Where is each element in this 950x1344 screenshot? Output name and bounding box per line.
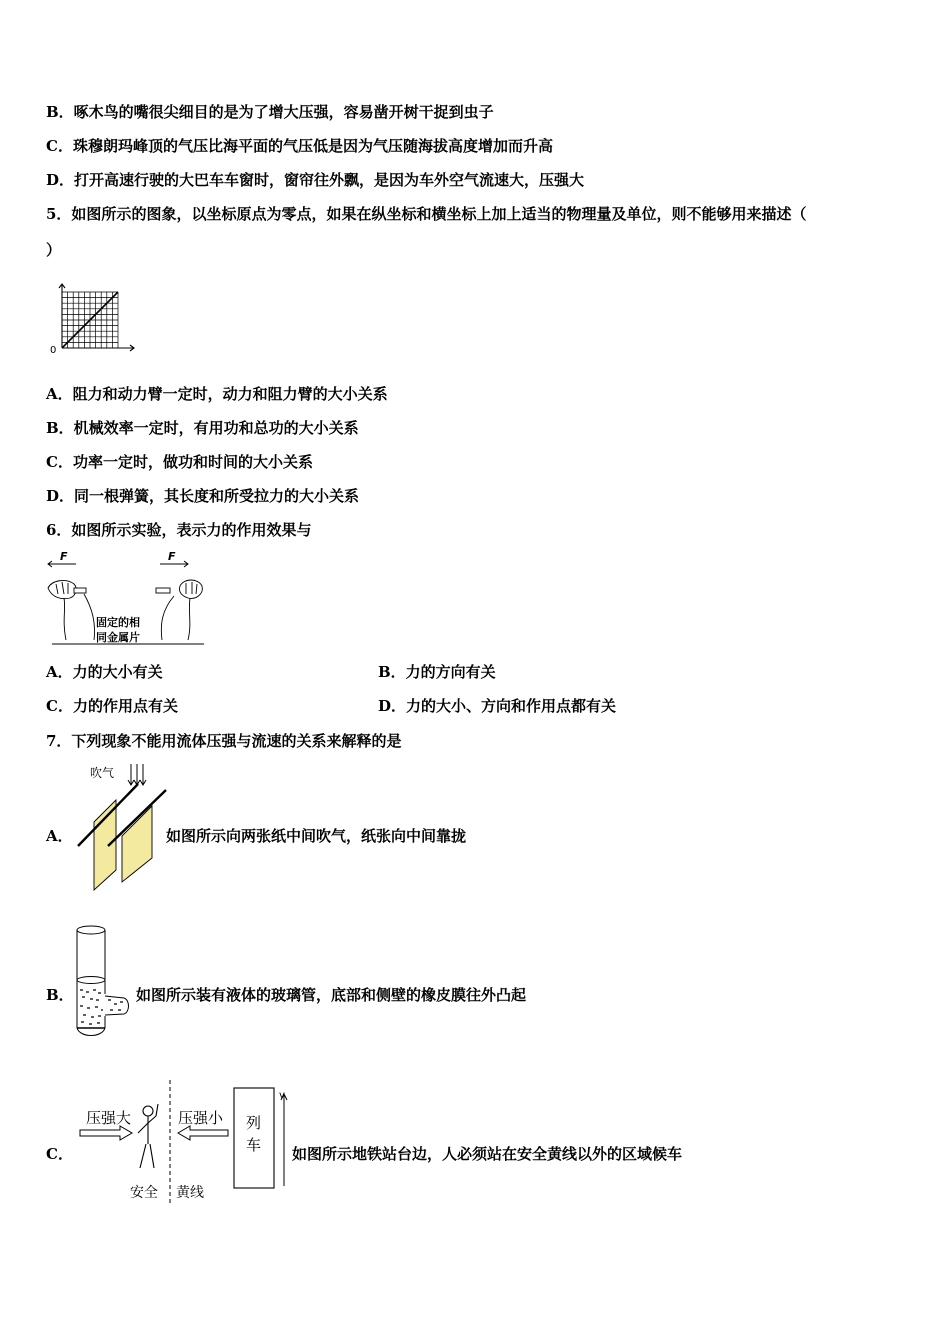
q7-option-a-label: A． <box>46 827 73 845</box>
q7-subway-platform-figure <box>76 1078 296 1208</box>
figure-label-line-2: 同金属片 <box>96 631 140 644</box>
yellow-line-label: 黄线 <box>176 1185 204 1201</box>
force-label-right: F <box>168 550 176 563</box>
q4-option-b: B．啄木鸟的嘴很尖细目的是为了增大压强，容易凿开树干捉到虫子 <box>46 103 494 121</box>
q7-option-b-label: B． <box>46 986 74 1004</box>
q4-option-c: C．珠穆朗玛峰顶的气压比海平面的气压低是因为气压随海拔高度增加而升高 <box>46 137 553 155</box>
q7-option-a-text: 如图所示向两张纸中间吹气，纸张向中间靠拢 <box>166 827 467 845</box>
q5-stem: 5．如图所示的图象，以坐标原点为零点，如果在纵坐标和横坐标上加上适当的物理量及单位，则不能够用来描述（ <box>46 205 807 223</box>
q7-blowing-paper-figure <box>72 760 172 892</box>
low-pressure-arrow <box>178 1126 228 1140</box>
velocity-arrow <box>281 1094 287 1186</box>
q5-option-d: D．同一根弹簧，其长度和所受拉力的大小关系 <box>46 487 360 505</box>
q7-stem: 7．下列现象不能用流体压强与流速的关系来解释的是 <box>46 732 402 750</box>
right-hand-icon <box>156 580 202 598</box>
side-membrane <box>105 996 129 1015</box>
high-pressure-arrow <box>80 1126 132 1140</box>
bottom-membrane <box>77 1028 105 1036</box>
safe-label: 安全 <box>130 1185 158 1201</box>
q5-option-b: B．机械效率一定时，有用功和总功的大小关系 <box>46 419 359 437</box>
q4-option-d: D．打开高速行驶的大巴车车窗时，窗帘往外飘，是因为车外空气流速大，压强大 <box>46 171 585 189</box>
q6-stem: 6．如图所示实验，表示力的作用效果与 <box>46 521 312 539</box>
q6-metal-strip-figure <box>44 548 209 653</box>
q5-linear-graph <box>46 282 141 357</box>
train-label-2: 车 <box>246 1136 262 1154</box>
graph-axes <box>59 284 134 351</box>
q7-option-c-text: 如图所示地铁站台边，人必须站在安全黄线以外的区域候车 <box>292 1145 683 1163</box>
force-label-left: F <box>60 550 68 563</box>
q5-stem-end: ） <box>46 241 62 259</box>
velocity-label: v <box>279 1090 285 1101</box>
q5-option-c: C．功率一定时，做功和时间的大小关系 <box>46 453 313 471</box>
graph-origin-label: 0 <box>50 345 57 356</box>
q7-liquid-tube-figure <box>68 920 134 1040</box>
q5-option-a: A．阻力和动力臂一定时，动力和阻力臂的大小关系 <box>46 385 388 403</box>
train-label-1: 列 <box>246 1114 262 1132</box>
liquid <box>78 986 104 1026</box>
q7-option-c-label: C． <box>46 1145 73 1163</box>
high-pressure-label: 压强大 <box>86 1109 132 1127</box>
paper-sheet-left <box>94 800 116 890</box>
blow-arrows <box>128 764 146 785</box>
q6-option-c: C．力的作用点有关 <box>46 697 178 715</box>
figure-label-line-1: 固定的相 <box>96 616 140 629</box>
q6-option-a: A．力的大小有关 <box>46 663 163 681</box>
left-hand-icon <box>48 581 86 599</box>
q7-option-b-text: 如图所示装有液体的玻璃管，底部和侧壁的橡皮膜往外凸起 <box>136 986 527 1004</box>
q6-option-b: B．力的方向有关 <box>378 663 496 681</box>
person-icon <box>138 1104 158 1168</box>
q6-option-d: D．力的大小、方向和作用点都有关 <box>378 697 617 715</box>
low-pressure-label: 压强小 <box>178 1109 224 1127</box>
blow-label: 吹气 <box>90 766 115 780</box>
